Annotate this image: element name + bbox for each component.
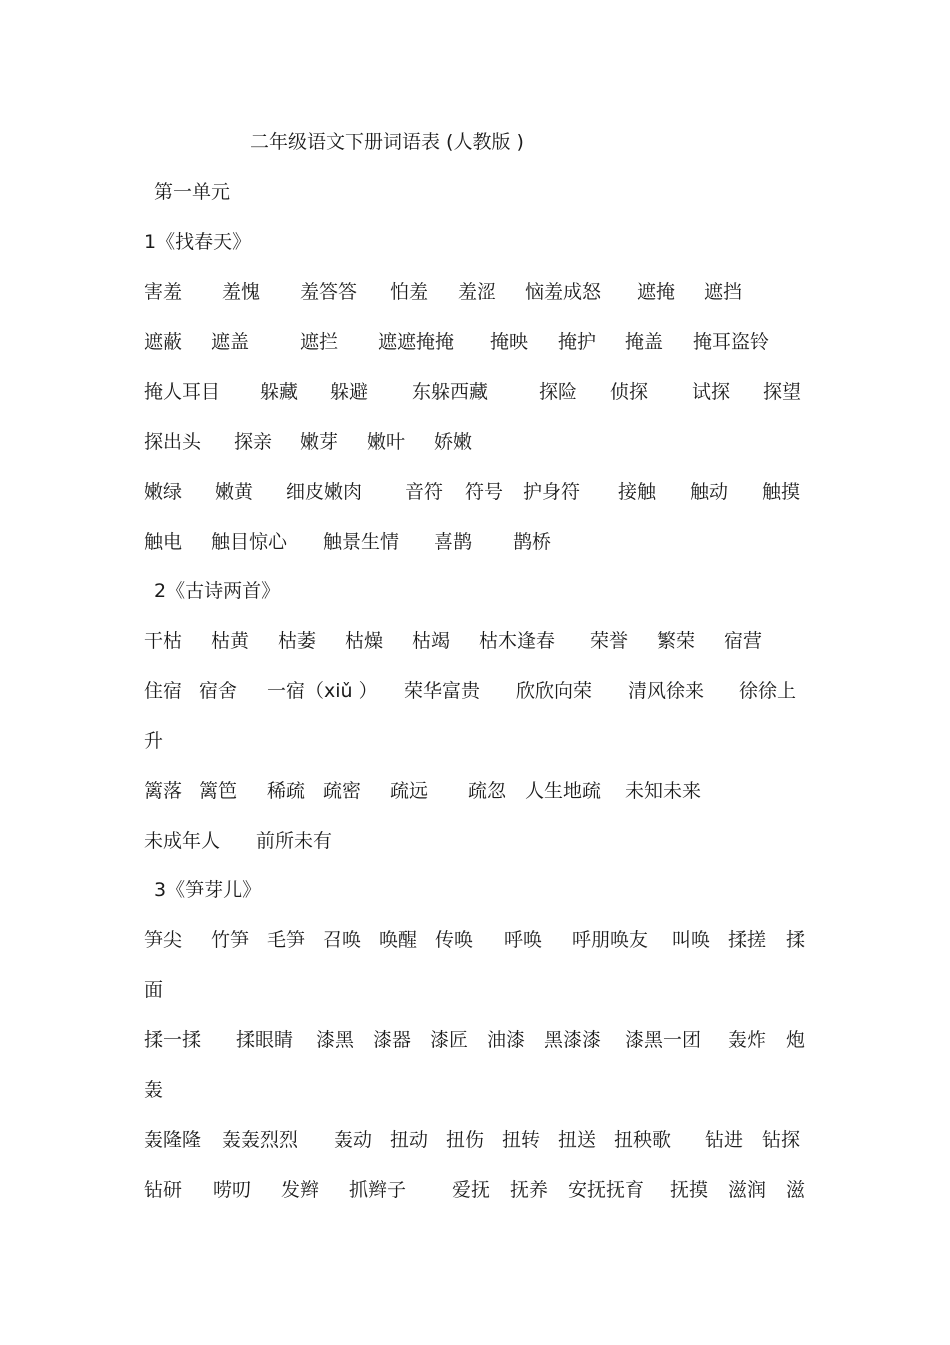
- word: 鹊桥: [513, 531, 552, 553]
- word: 抚养: [510, 1179, 549, 1201]
- word: 未知未来: [625, 780, 702, 802]
- word: 漆黑一团: [625, 1029, 702, 1051]
- word: 宿营: [724, 630, 763, 652]
- unit-heading: 第一单元: [154, 181, 231, 203]
- word: 滋: [786, 1179, 806, 1201]
- word: 荣华富贵: [404, 680, 481, 702]
- word: 嫩芽: [300, 431, 339, 453]
- word: 清风徐来: [628, 680, 705, 702]
- word: 遮遮掩掩: [378, 331, 455, 353]
- word: 唤醒: [379, 929, 418, 951]
- word: 探出头: [144, 431, 202, 453]
- word: 躲藏: [260, 381, 299, 403]
- word: 恼羞成怒: [525, 281, 602, 303]
- word: 羞涩: [458, 281, 497, 303]
- word: 掩映: [490, 331, 529, 353]
- word: 轰隆隆: [144, 1129, 202, 1151]
- lesson-heading: 2《古诗两首》: [154, 580, 281, 602]
- word: 未成年人: [144, 830, 221, 852]
- word: 发辫: [281, 1179, 320, 1201]
- word: 揉一揉: [144, 1029, 202, 1051]
- word: 娇嫩: [434, 431, 473, 453]
- word: 呼朋唤友: [572, 929, 649, 951]
- word: 揉搓: [728, 929, 767, 951]
- word: 安抚抚育: [568, 1179, 645, 1201]
- word: 躲避: [330, 381, 369, 403]
- word: 嫩叶: [367, 431, 406, 453]
- word: 爱抚: [452, 1179, 491, 1201]
- word: 细皮嫩肉: [286, 481, 363, 503]
- word: 欣欣向荣: [516, 680, 593, 702]
- word: 人生地疏: [525, 780, 602, 802]
- word: 钻探: [762, 1129, 801, 1151]
- word: 探险: [539, 381, 578, 403]
- word: 掩人耳目: [144, 381, 221, 403]
- word: 唠叨: [213, 1179, 252, 1201]
- word: 揉: [786, 929, 806, 951]
- word: 接触: [618, 481, 657, 503]
- word: 抓辫子: [349, 1179, 407, 1201]
- lesson-heading: 3《笋芽儿》: [154, 879, 262, 901]
- word: 掩护: [558, 331, 597, 353]
- word: 触景生情: [323, 531, 400, 553]
- word: 枯木逢春: [479, 630, 556, 652]
- word: 疏忽: [468, 780, 507, 802]
- word: 触动: [690, 481, 729, 503]
- word: 试探: [692, 381, 731, 403]
- word: 召唤: [323, 929, 362, 951]
- word: 竹笋: [211, 929, 250, 951]
- word: 前所未有: [256, 830, 333, 852]
- word: 东躲西藏: [412, 381, 489, 403]
- word: 嫩黄: [215, 481, 254, 503]
- word: 毛笋: [267, 929, 306, 951]
- word: 篱落: [144, 780, 183, 802]
- word: 掩盖: [625, 331, 664, 353]
- word: 扭动: [390, 1129, 429, 1151]
- word: 疏远: [390, 780, 429, 802]
- word: 喜鹊: [434, 531, 473, 553]
- word: 宿舍: [199, 680, 238, 702]
- word: 枯黄: [211, 630, 250, 652]
- word: 揉眼睛: [236, 1029, 294, 1051]
- word: 轰: [144, 1079, 164, 1101]
- word: 护身符: [523, 481, 581, 503]
- word: 嫩绿: [144, 481, 183, 503]
- word: 遮盖: [211, 331, 250, 353]
- word: 怕羞: [390, 281, 429, 303]
- word: 触摸: [762, 481, 801, 503]
- word: 羞愧: [222, 281, 261, 303]
- page-title: 二年级语文下册词语表 (人教版 ): [250, 131, 524, 153]
- word: 探望: [763, 381, 802, 403]
- word: 徐徐上: [739, 680, 797, 702]
- word: 升: [144, 730, 164, 752]
- word: 掩耳盗铃: [693, 331, 770, 353]
- word: 探亲: [234, 431, 273, 453]
- word: 钻进: [705, 1129, 744, 1151]
- lesson-heading: 1《找春天》: [144, 231, 252, 253]
- word: 轰动: [334, 1129, 373, 1151]
- word: 漆匠: [430, 1029, 469, 1051]
- word: 害羞: [144, 281, 183, 303]
- word: 羞答答: [300, 281, 358, 303]
- word: 轰轰烈烈: [222, 1129, 299, 1151]
- word: 扭伤: [446, 1129, 485, 1151]
- word: 油漆: [487, 1029, 526, 1051]
- word: 遮掩: [637, 281, 676, 303]
- word: 繁荣: [657, 630, 696, 652]
- word: 扭转: [502, 1129, 541, 1151]
- word: 音符: [405, 481, 444, 503]
- word: 荣誉: [590, 630, 629, 652]
- word: 扭秧歌: [614, 1129, 672, 1151]
- word: 叫唤: [672, 929, 711, 951]
- word: 住宿: [144, 680, 183, 702]
- word: 呼唤: [504, 929, 543, 951]
- word: 侦探: [610, 381, 649, 403]
- word: 钻研: [144, 1179, 183, 1201]
- word: 一宿（xiǔ ）: [267, 680, 378, 702]
- word: 触电: [144, 531, 183, 553]
- word: 滋润: [728, 1179, 767, 1201]
- word: 枯燥: [345, 630, 384, 652]
- word: 传唤: [435, 929, 474, 951]
- word: 遮挡: [704, 281, 743, 303]
- word: 触目惊心: [211, 531, 288, 553]
- word: 篱笆: [199, 780, 238, 802]
- word: 遮拦: [300, 331, 339, 353]
- word: 漆黑: [316, 1029, 355, 1051]
- word: 抚摸: [670, 1179, 709, 1201]
- word: 黑漆漆: [544, 1029, 602, 1051]
- word: 扭送: [558, 1129, 597, 1151]
- word: 枯竭: [412, 630, 451, 652]
- word: 疏密: [323, 780, 362, 802]
- word: 笋尖: [144, 929, 183, 951]
- word: 干枯: [144, 630, 183, 652]
- word: 轰炸: [728, 1029, 767, 1051]
- word: 炮: [786, 1029, 806, 1051]
- word: 稀疏: [267, 780, 306, 802]
- word: 遮蔽: [144, 331, 183, 353]
- word: 漆器: [373, 1029, 412, 1051]
- word: 符号: [465, 481, 504, 503]
- word: 枯萎: [278, 630, 317, 652]
- word: 面: [144, 979, 164, 1001]
